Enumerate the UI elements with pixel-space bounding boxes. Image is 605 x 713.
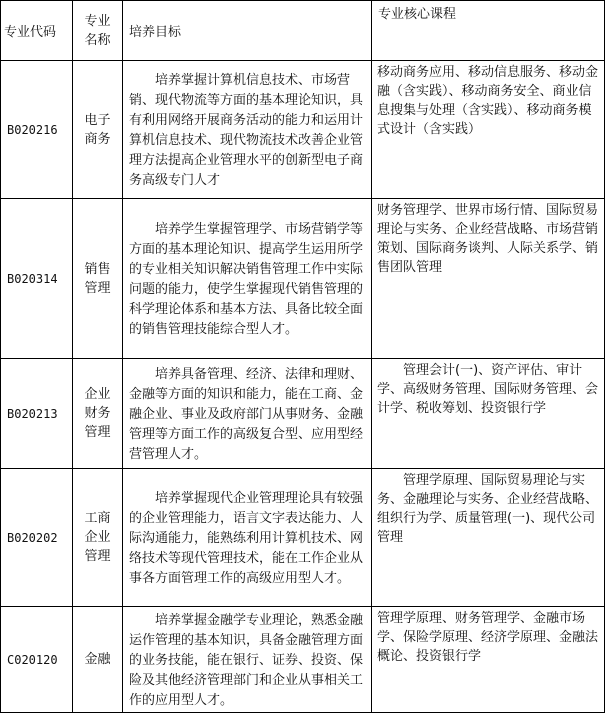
table-row	[1, 61, 605, 199]
core-courses: 管理会计(一)、资产评估、审计学、高级财务管理、国际财务管理、会计学、税收筹划、投资银行学	[372, 359, 605, 469]
major-name: 销售管理	[73, 199, 123, 359]
core-courses: 财务管理学、世界市场行情、国际贸易理论与实务、企业经营战略、市场营销策划、国际商务谈判、人际关系学、销售团队管理	[372, 199, 605, 359]
core-courses: 管理学原理、国际贸易理论与实务、金融理论与实务、企业经营战略、组织行为学、质量管理(一)、现代公司管理	[372, 469, 605, 607]
major-code: B020213	[1, 359, 73, 469]
training-goal: 培养掌握计算机信息技术、市场营销、现代物流等方面的基本理论知识，具有利用网络开展商务活动的能力和运用计算机信息技术、现代物流技术改善企业管理方法提高企业管理水平的创新型电子商务高级专门人才	[123, 61, 372, 199]
header-code: 专业代码	[1, 1, 73, 61]
header-goal: 培养目标	[123, 1, 372, 61]
major-code: C020120	[1, 607, 73, 713]
training-goal: 培养学生掌握管理学、市场营销学等方面的基本理论知识、提高学生运用所学的专业相关知识解决销售管理工作中实际问题的能力，使学生掌握现代销售管理的科学理论体系和基本方法、具备比较全面的销售管理技能综合型人才。	[123, 199, 372, 359]
header-row	[1, 1, 605, 61]
major-code: B020314	[1, 199, 73, 359]
training-goal: 培养具备管理、经济、法律和理财、金融等方面的知识和能力，能在工商、金融企业、事业及政府部门从事财务、金融管理等方面工作的高级复合型、应用型经营管理人才。	[123, 359, 372, 469]
core-courses: 管理学原理、财务管理学、金融市场学、保险学原理、经济学原理、金融法概论、投资银行学	[372, 607, 605, 713]
header-name: 专业名称	[73, 1, 123, 61]
major-code: B020216	[1, 61, 73, 199]
table-row	[1, 199, 605, 359]
major-name: 企业财务管理	[73, 359, 123, 469]
training-goal: 培养掌握现代企业管理理论具有较强的企业管理能力，语言文字表达能力、人际沟通能力，能熟练利用计算机技术、网络技术等现代管理技术，能在工作企业从事各方面管理工作的高级应用型人才。	[123, 469, 372, 607]
table-row	[1, 607, 605, 713]
table-row	[1, 469, 605, 607]
table-row	[1, 359, 605, 469]
core-courses: 移动商务应用、移动信息服务、移动金融（含实践）、移动商务安全、商业信息搜集与处理（含实践）、移动商务模式设计（含实践）	[372, 61, 605, 199]
major-name: 电子商务	[73, 61, 123, 199]
major-name: 金融	[73, 607, 123, 713]
training-goal: 培养掌握金融学专业理论，熟悉金融运作管理的基本知识，具备金融管理方面的业务技能，能在银行、证券、投资、保险及其他经济管理部门和企业从事相关工作的应用型人才。	[123, 607, 372, 713]
header-core: 专业核心课程	[372, 1, 605, 61]
major-code: B020202	[1, 469, 73, 607]
major-name: 工商企业管理	[73, 469, 123, 607]
